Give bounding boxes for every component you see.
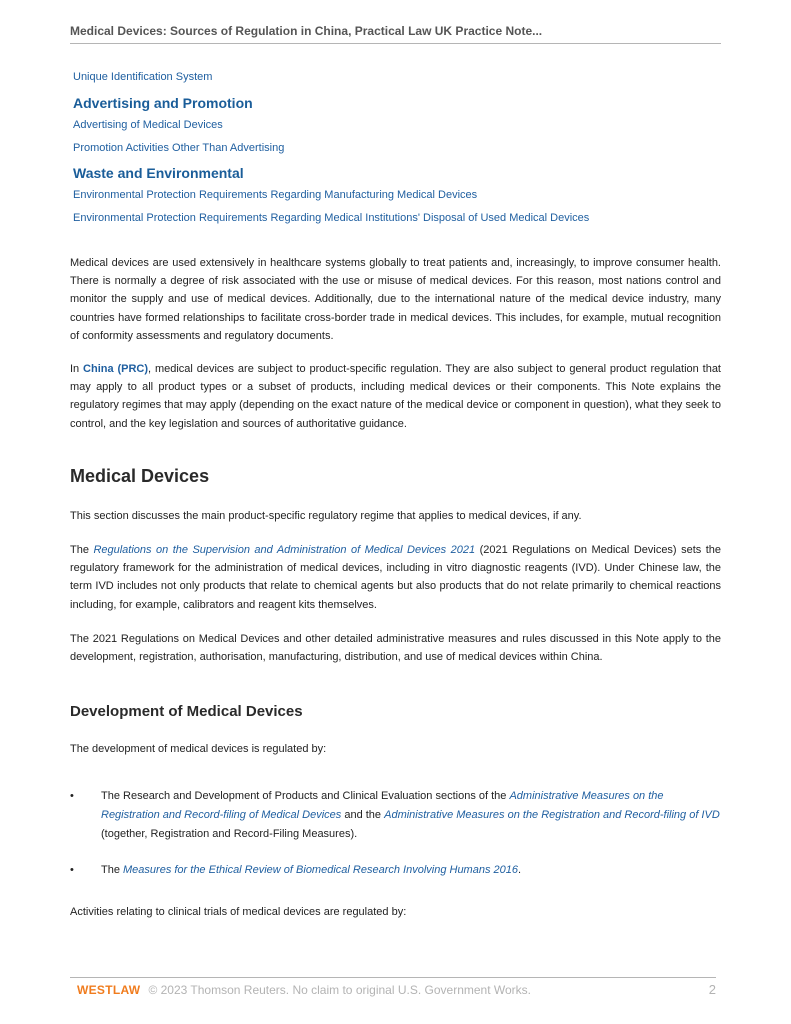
link-china-prc[interactable]: China (PRC) [83, 363, 149, 375]
toc-heading-waste[interactable]: Waste and Environmental [73, 165, 244, 181]
medical-devices-paragraph-1: This section discusses the main product-specific regulatory regime that applies to medical devices, if any. [70, 510, 582, 522]
document-header-title: Medical Devices: Sources of Regulation in China, Practical Law UK Practice Note... [70, 24, 543, 38]
toc-link-env-disposal[interactable]: Environmental Protection Requirements Regarding Medical Institutions' Disposal of Used Medical Devices [73, 212, 590, 224]
bullet-dot: • [70, 790, 74, 802]
medical-devices-paragraph-3: The 2021 Regulations on Medical Devices and other detailed administrative measures and rules discussed in this Note apply to the development, registration, authorisation, manufacturing, distribution, and use of medical devices within China. [70, 633, 721, 664]
link-admin-measures-medical-devices[interactable]: Administrative Measures on the Registration and Record-filing of Medical Devices [101, 790, 664, 821]
intro-paragraph-2: In China (PRC), medical devices are subject to product-specific regulation. They are also subject to general product regulation that may apply to all product types or a subset of products, including medical devices or their components. This Note explains the regulatory regimes that may apply (depending on the exact nature of the medical device or component in question), what they seek to control, and the key legislation and sources of authoritative guidance. [70, 363, 721, 430]
link-admin-measures-ivd[interactable]: Administrative Measures on the Registration and Record-filing of IVD [384, 809, 720, 821]
link-ethical-review-measures[interactable]: Measures for the Ethical Review of Biomedical Research Involving Humans 2016 [123, 864, 518, 876]
footer-divider [70, 977, 716, 978]
development-paragraph-1: The development of medical devices is regulated by: [70, 743, 327, 755]
toc-link-env-manufacturing[interactable]: Environmental Protection Requirements Regarding Manufacturing Medical Devices [73, 189, 478, 201]
intro-paragraph-1: Medical devices are used extensively in healthcare systems globally to treat patients and, increasingly, to improve consumer health. There is normally a degree of risk associated with the use or misuse of medical devices. For this reason, most nations control and monitor the supply and use of medical devices. Additionally, due to the international nature of the medical device industry, many countries have formed relationships to facilitate cross-border trade in medical devices. This includes, for example, mutual recognition of conformity assessments and regulatory documents. [70, 257, 721, 342]
toc-link-promotion[interactable]: Promotion Activities Other Than Advertising [73, 142, 285, 154]
footer [77, 983, 531, 997]
bullet-item [70, 787, 721, 844]
bullet-text: The Research and Development of Products and Clinical Evaluation sections of the Administrative Measures on the Registration and Record-filing of Medical Devices and the Administrative Measures on the Registration and Record-filing of IVD (together, Registration and Record-Filing Measures). [101, 790, 720, 840]
copyright-notice: © 2023 Thomson Reuters. No claim to original U.S. Government Works. [148, 983, 531, 997]
section-heading-development: Development of Medical Devices [70, 703, 303, 720]
link-regulations-2021[interactable]: Regulations on the Supervision and Administration of Medical Devices 2021 [93, 544, 476, 556]
header-divider [70, 43, 721, 44]
bullet-text: The Measures for the Ethical Review of Biomedical Research Involving Humans 2016. [101, 864, 522, 876]
toc-link-unique-identification[interactable]: Unique Identification System [73, 71, 213, 83]
bullet-item [70, 861, 721, 880]
toc-heading-advertising[interactable]: Advertising and Promotion [73, 95, 253, 111]
page-number: 2 [708, 982, 716, 997]
development-paragraph-2: Activities relating to clinical trials of medical devices are regulated by: [70, 906, 407, 918]
bullet-dot: • [70, 864, 74, 876]
table-of-contents [73, 70, 733, 225]
section-heading-medical-devices: Medical Devices [70, 466, 210, 486]
westlaw-logo: WESTLAW [77, 983, 141, 997]
toc-link-advertising[interactable]: Advertising of Medical Devices [73, 119, 223, 131]
medical-devices-paragraph-2: The Regulations on the Supervision and Administration of Medical Devices 2021 (2021 Regulations on Medical Devices) sets the regulatory framework for the administration of medical devices, including in vitro diagnostic reagents (IVD). Under Chinese law, the term IVD includes not only products that relate to chemical agents but also products that do not relate primarily to chemical reactions including, for example, calibrators and reagent kits themselves. [70, 544, 722, 611]
